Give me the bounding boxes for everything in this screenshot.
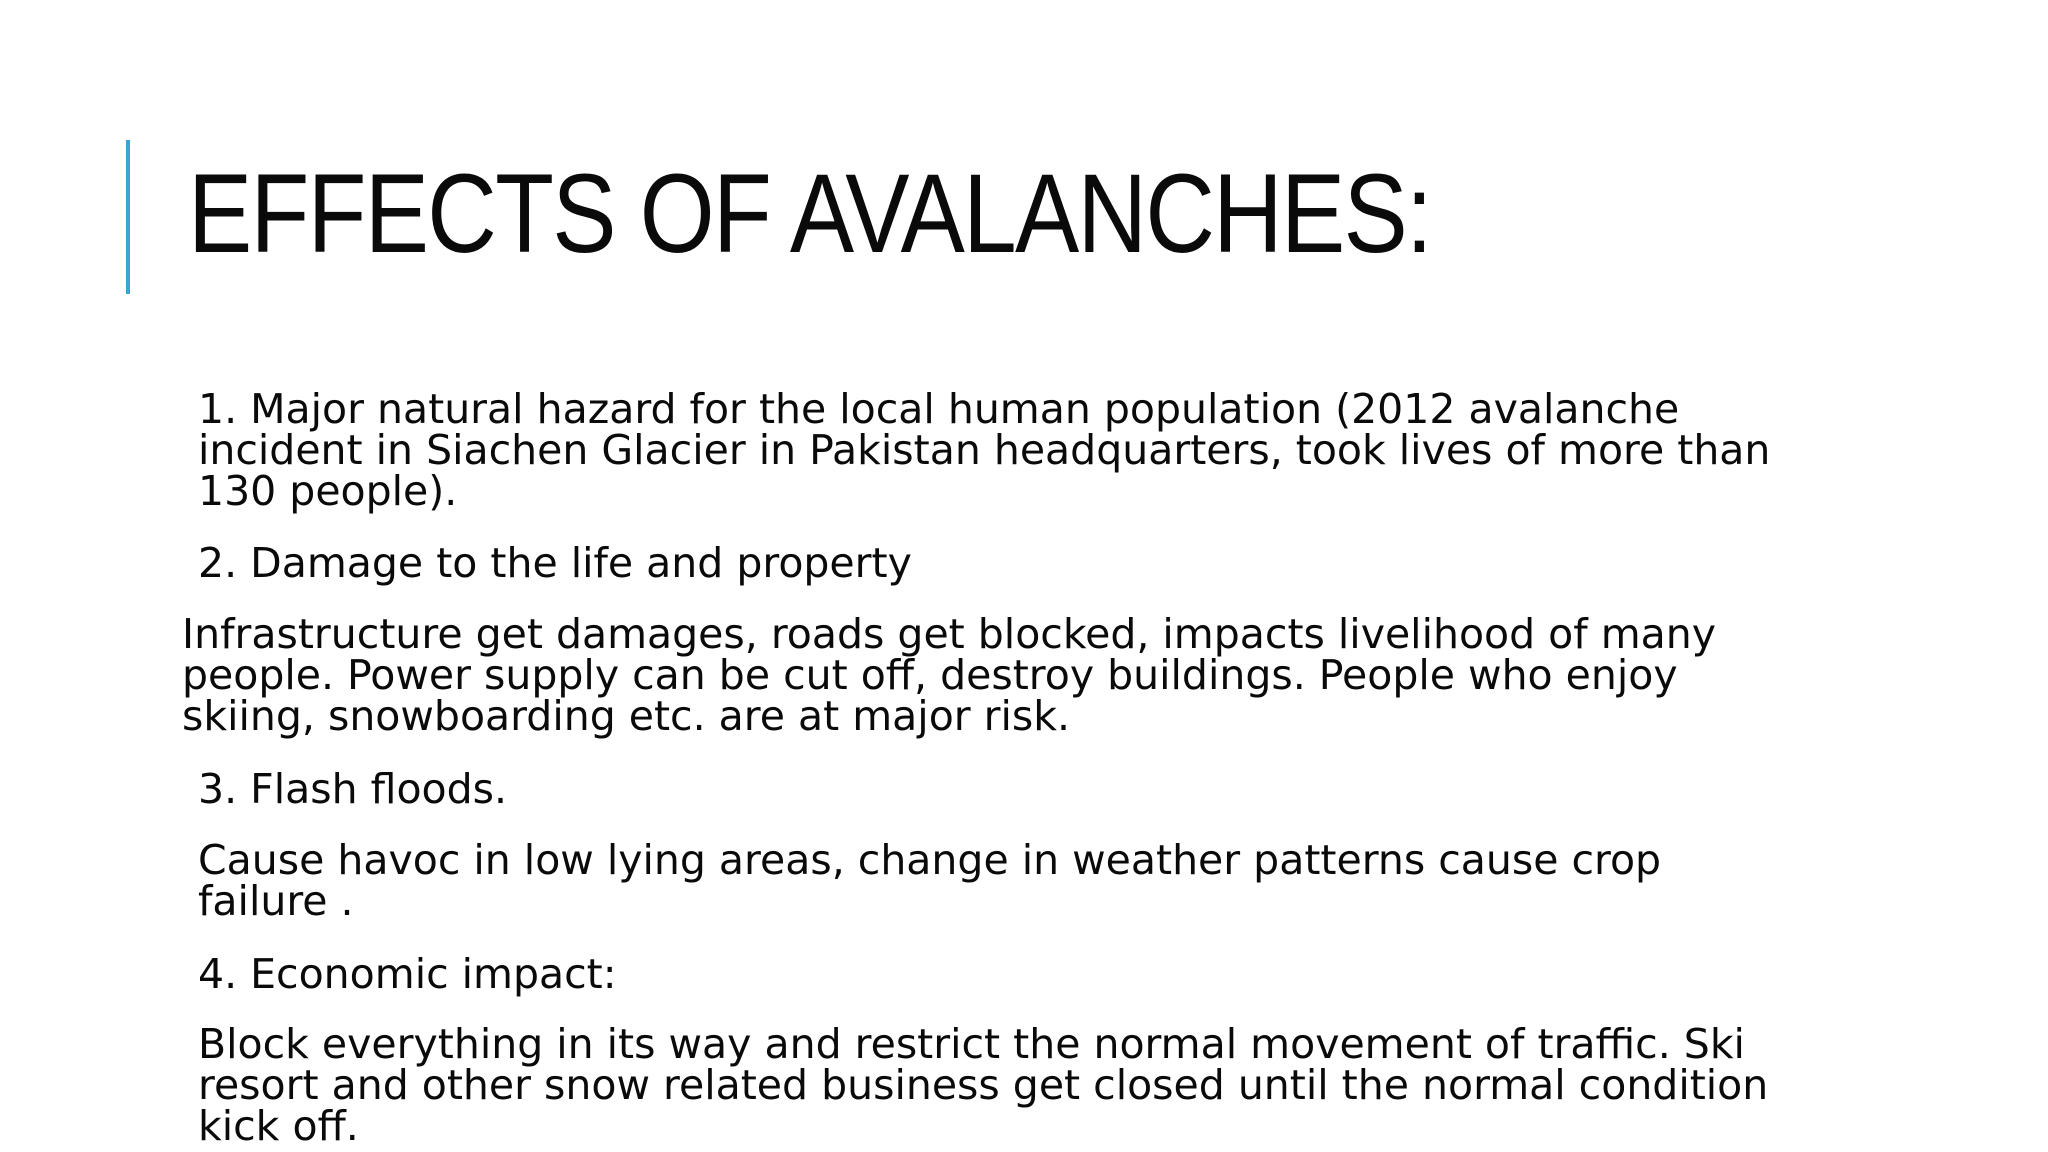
slide-title: EFFECTS OF AVALANCHES: xyxy=(188,151,1432,276)
paragraph-damage-heading xyxy=(198,539,912,587)
text-line: 1. Major natural hazard for the local human population (2012 avalanche xyxy=(198,385,1680,433)
text-line: kick off. xyxy=(198,1102,359,1150)
text-line: Infrastructure get damages, roads get blocked, impacts livelihood of many xyxy=(182,610,1717,658)
text-line: skiing, snowboarding etc. are at major risk. xyxy=(182,692,1071,740)
text-line: incident in Siachen Glacier in Pakistan headquarters, took lives of more than xyxy=(198,426,1771,474)
text-line: resort and other snow related business get closed until the normal condition xyxy=(198,1061,1769,1109)
paragraph-havoc xyxy=(198,836,1662,925)
paragraph-economic-heading xyxy=(198,950,617,998)
title-accent-bar xyxy=(126,140,130,294)
text-line: 3. Flash floods. xyxy=(198,765,508,813)
text-line: failure . xyxy=(198,877,354,925)
text-line: Block everything in its way and restrict the normal movement of traffic. Ski xyxy=(198,1020,1745,1068)
paragraph-economic-detail xyxy=(198,1020,1769,1150)
text-line: Cause havoc in low lying areas, change in weather patterns cause crop xyxy=(198,836,1662,884)
paragraph-flash-floods-heading xyxy=(198,765,508,813)
text-line: 130 people). xyxy=(198,467,458,515)
paragraph-infrastructure xyxy=(182,610,1717,740)
text-line: 4. Economic impact: xyxy=(198,950,617,998)
text-line: people. Power supply can be cut off, destroy buildings. People who enjoy xyxy=(182,651,1678,699)
text-line: 2. Damage to the life and property xyxy=(198,539,912,587)
paragraph-hazard xyxy=(198,385,1771,515)
